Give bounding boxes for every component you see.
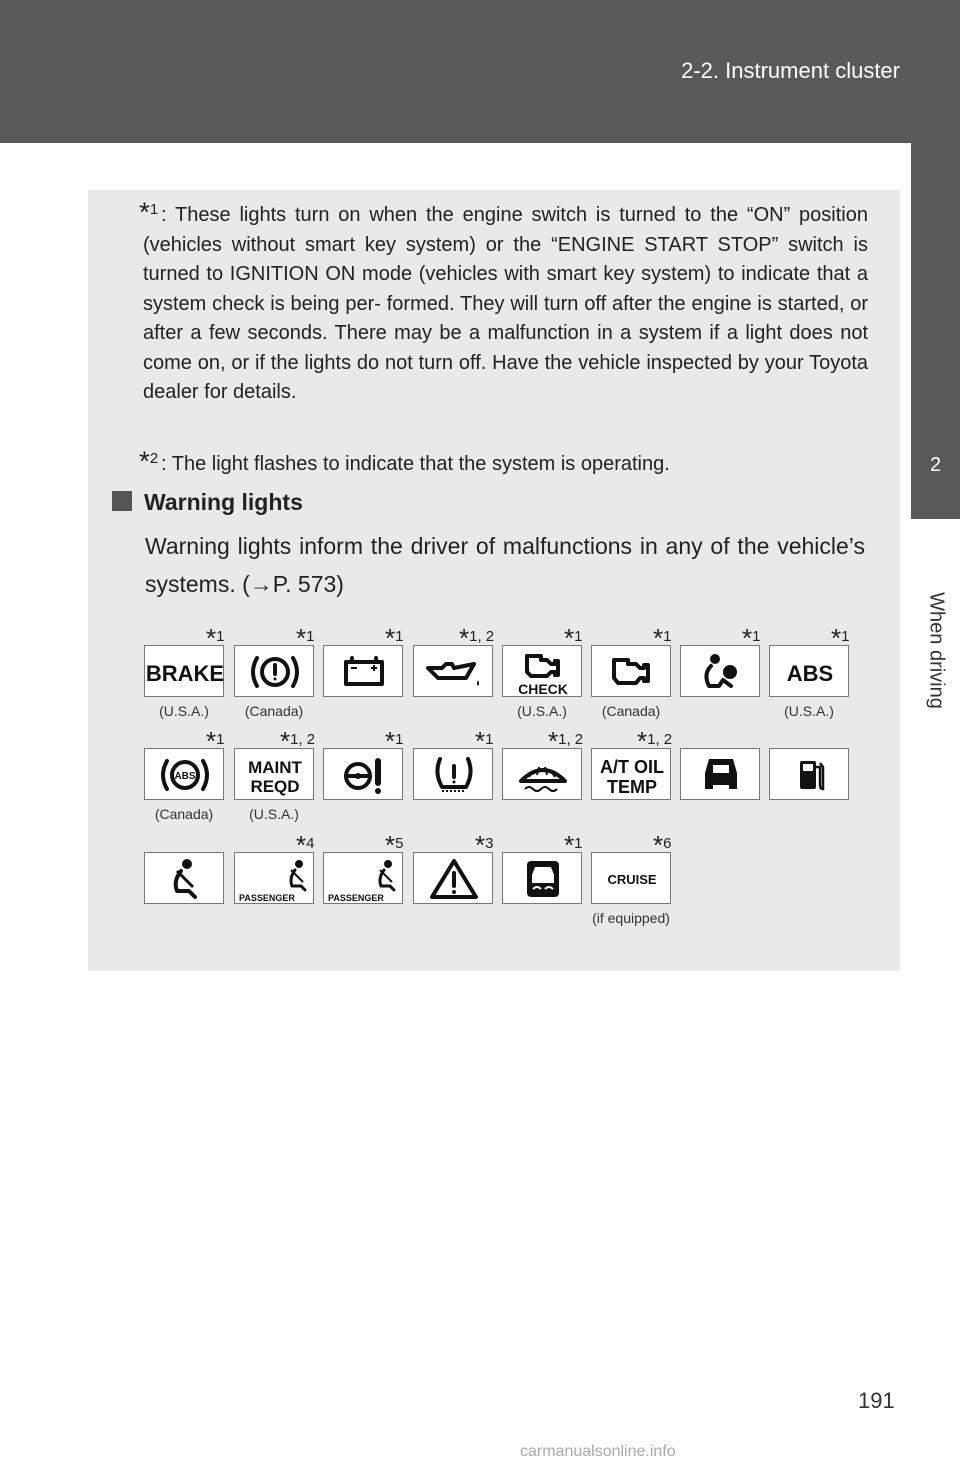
section-intro: Warning lights inform the driver of malfunctions in any of the vehicle’s systems. (→P. 573) — [145, 533, 865, 597]
svg-text:MAINT: MAINT — [248, 758, 302, 777]
footnote-reference: *1, 2 — [637, 726, 673, 756]
footnote-reference: *6 — [653, 830, 672, 860]
watermark: carmanualsonline.info — [520, 1443, 676, 1460]
footnote-reference: *1 — [564, 830, 583, 860]
icon-caption: (Canada) — [154, 806, 214, 822]
chapter-number: 2 — [929, 454, 942, 476]
footnote-reference: *1 — [206, 726, 225, 756]
chapter-label-tab — [911, 519, 960, 799]
svg-text:REQD: REQD — [250, 777, 300, 796]
washer-fluid-icon — [502, 748, 582, 800]
footnote-reference: *1 — [385, 726, 404, 756]
footnote-reference: *1 — [475, 726, 494, 756]
svg-text:BRAKE: BRAKE — [145, 661, 225, 686]
chapter-tab — [911, 143, 960, 519]
footnote-reference: *1 — [742, 623, 761, 653]
footnote-1 — [139, 196, 868, 408]
footnote-reference: *1 — [206, 623, 225, 653]
at-oil-temp-icon — [591, 748, 671, 800]
footnote-reference: *3 — [475, 830, 494, 860]
footnote-mark: $*_2$ — [139, 445, 159, 477]
footnote-reference: *1, 2 — [459, 623, 495, 653]
icon-caption: (if equipped) — [592, 910, 670, 926]
footnote-reference: *1, 2 — [548, 726, 584, 756]
footnote-reference: *1 — [385, 623, 404, 653]
seatbelt-icon — [144, 852, 224, 904]
footnote-reference: *1 — [831, 623, 850, 653]
footnote-2 — [139, 445, 868, 480]
footnote-reference: *1, 2 — [280, 726, 316, 756]
page-number: 191 — [858, 1388, 895, 1413]
section-heading: Warning lights — [112, 489, 303, 516]
low-fuel-icon — [769, 748, 849, 800]
svg-text:TEMP: TEMP — [606, 777, 658, 797]
door-open-icon — [680, 748, 760, 800]
footnote-text: : The light flashes to indicate that the system is operating. — [161, 453, 670, 475]
square-bullet-icon — [112, 491, 132, 511]
svg-text:A/T OIL: A/T OIL — [600, 757, 664, 777]
svg-text:CRUISE: CRUISE — [607, 872, 657, 887]
icon-caption: (Canada) — [601, 703, 661, 719]
icon-caption: (U.S.A.) — [517, 703, 567, 719]
chapter-label: When driving — [925, 592, 948, 709]
footnote-reference: *5 — [385, 830, 404, 860]
svg-text:PASSENGER: PASSENGER — [328, 893, 384, 903]
footnote-reference: *4 — [296, 830, 315, 860]
footnote-reference: *1 — [564, 623, 583, 653]
footnote-reference: *1 — [653, 623, 672, 653]
maint-reqd-icon — [234, 748, 314, 800]
oil-pressure-icon — [413, 645, 493, 697]
svg-text:ABS: ABS — [174, 771, 196, 782]
footnote-mark: $*_1$ — [139, 196, 159, 228]
footnote-text: : These lights turn on when the engine switch is turned to the “ON” position (vehicles without smart key system) or the “ENGINE START STOP” switch is turned to IGNITION ON mode (vehicles with smart key system) to indicate that a system check is being per- formed. They will turn off after the engine is started, or after a few seconds. There may be a malfunction in a system if a light does not come on, or if the lights do not turn off. Have the vehicle inspected by your Toyota dealer for details. — [143, 204, 868, 403]
icon-caption: (Canada) — [244, 703, 304, 719]
footnote-reference: *1 — [296, 623, 315, 653]
svg-text:CHECK: CHECK — [518, 681, 568, 697]
svg-text:ABS: ABS — [786, 661, 834, 686]
icon-caption: (U.S.A.) — [784, 703, 834, 719]
svg-text:PASSENGER: PASSENGER — [239, 893, 295, 903]
page-header — [0, 0, 960, 143]
section-title: 2-2. Instrument cluster — [681, 58, 900, 83]
icon-caption: (U.S.A.) — [249, 806, 299, 822]
icon-caption: (U.S.A.) — [159, 703, 209, 719]
